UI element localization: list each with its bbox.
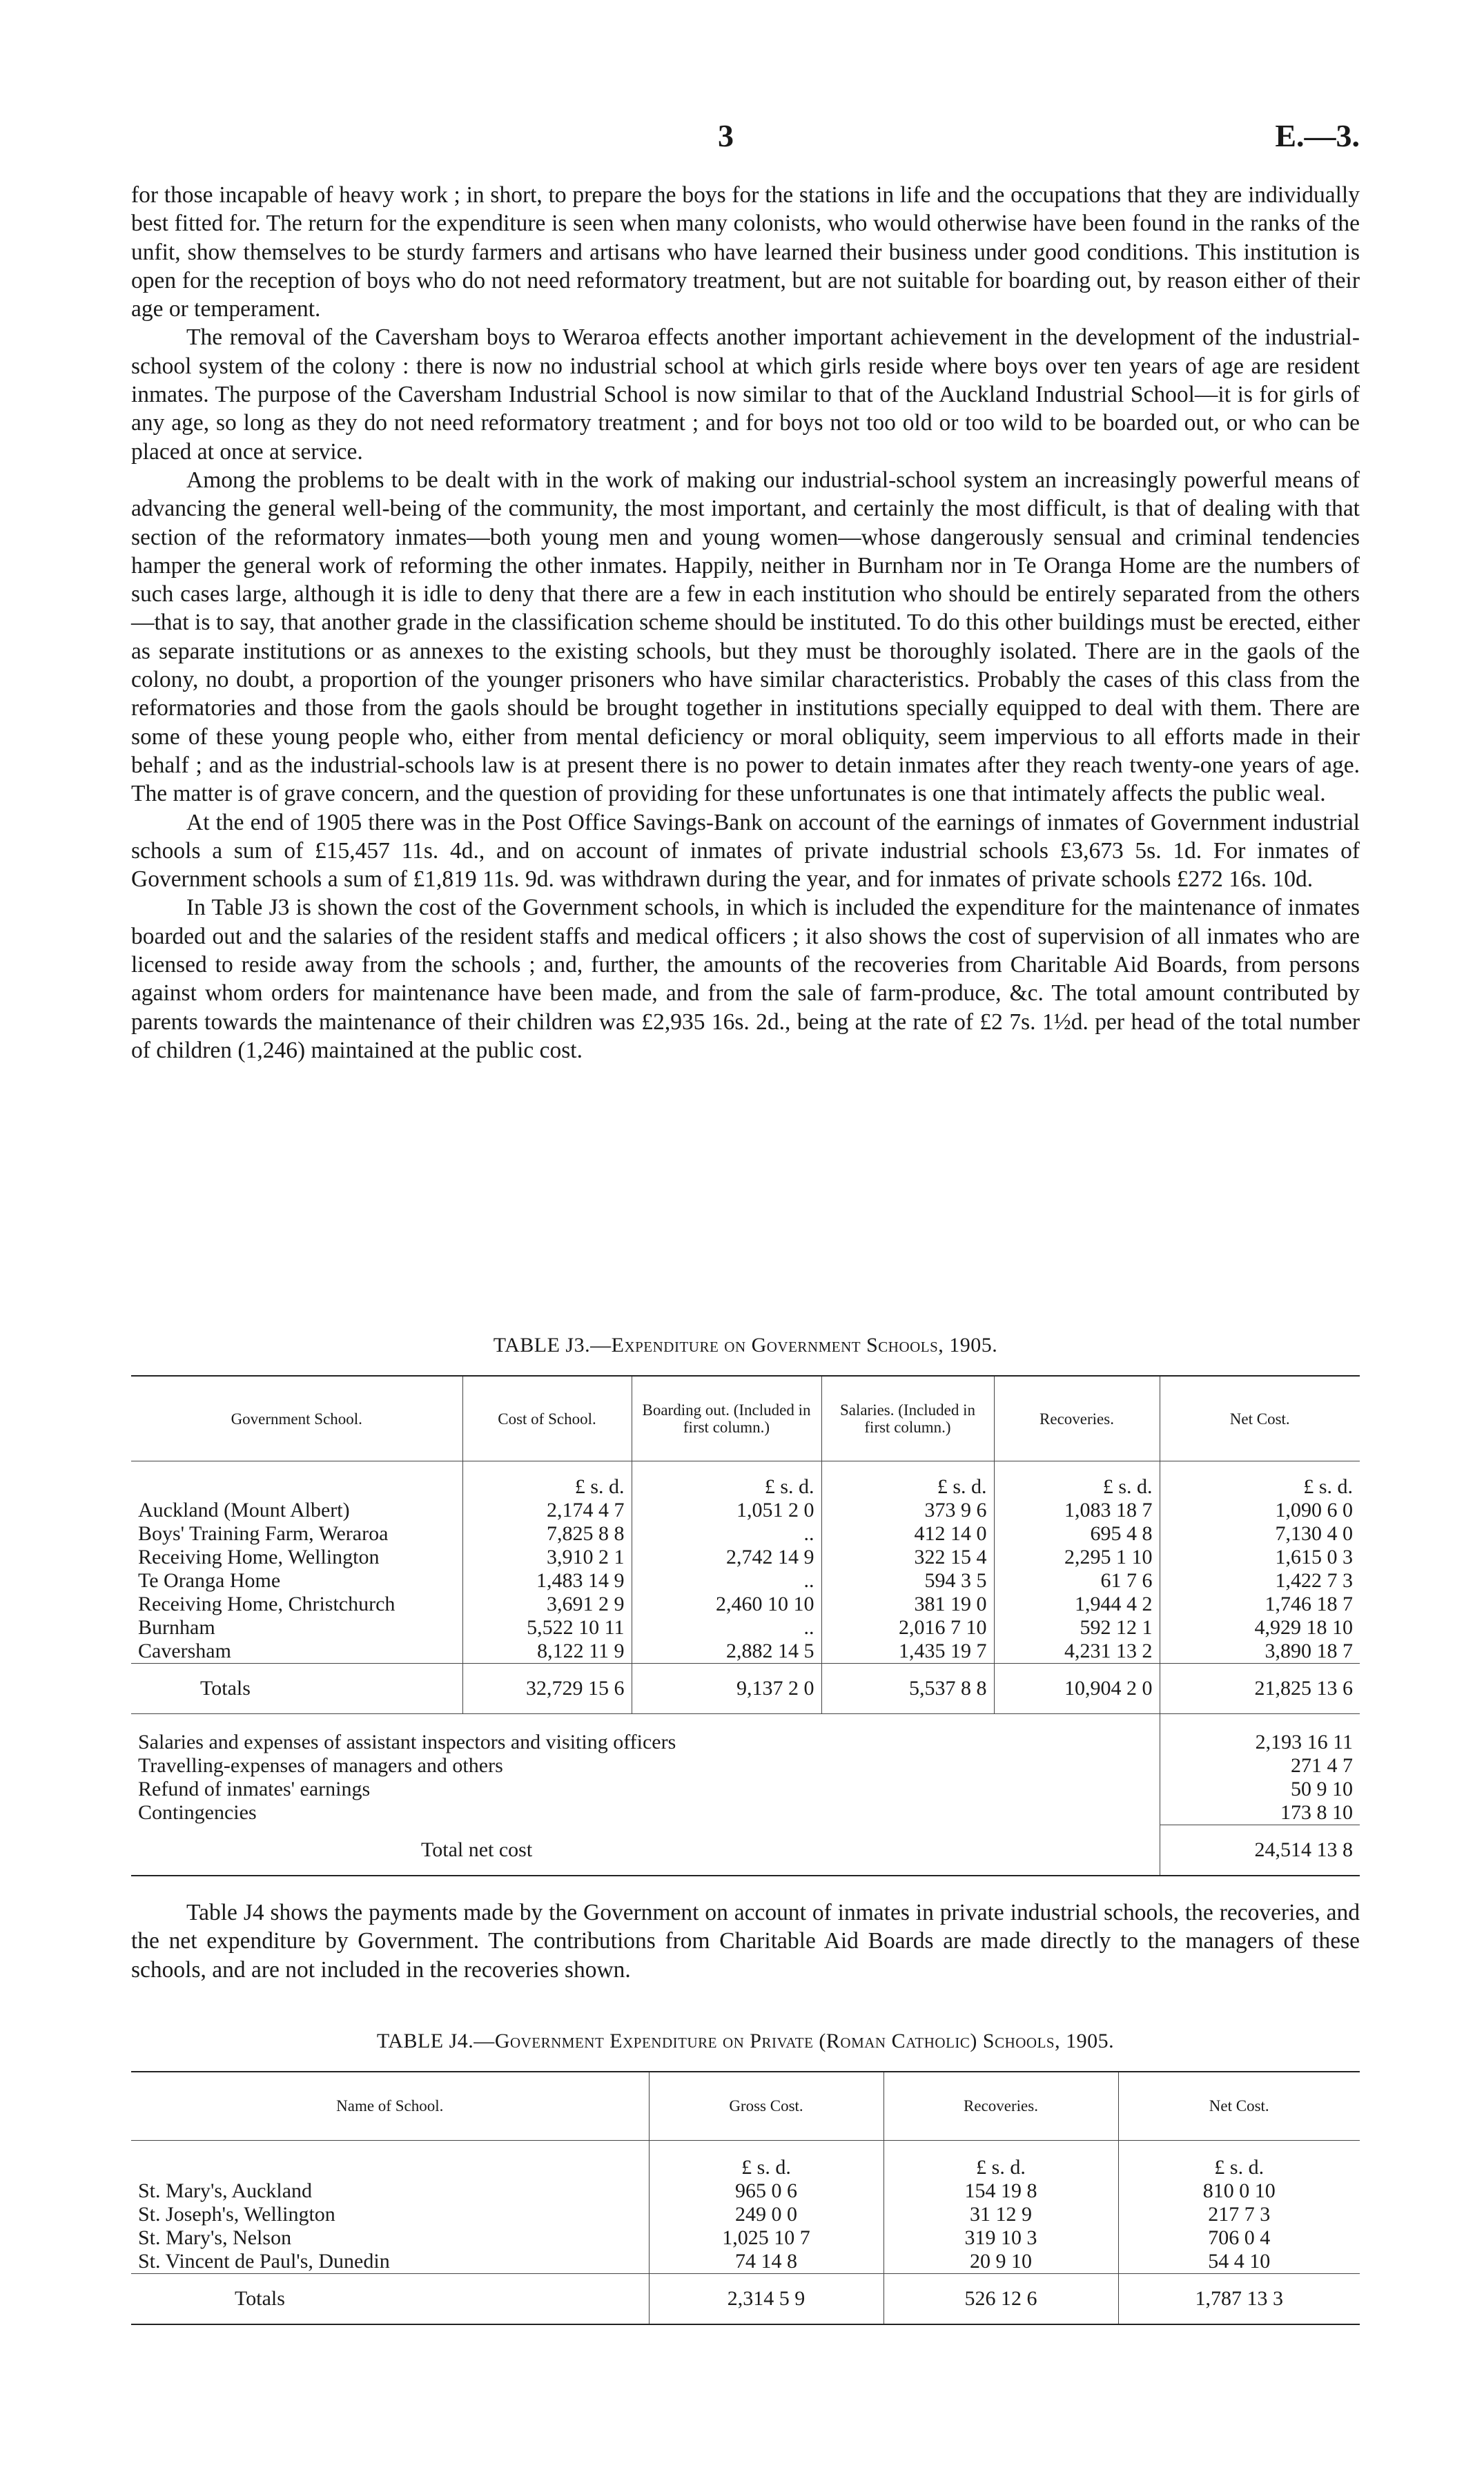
extra-expense-row bbox=[131, 1778, 1360, 1801]
paragraph: In Table J3 is shown the cost of the Government schools, in which is included the expenditure for the maintenance of inmates boarded out and the salaries of the resident staffs and medical officers ; it also shows the cost of supervision of all inmates who are licensed to reside away from the schools ; and, further, the amounts of the recoveries from Charitable Aid Boards, from persons against whom orders for maintenance have been made, and from the sale of farm-produce, &c. The total amount contributed by parents towards the maintenance of their children was £2,935 16s. 2d., being at the rate of £2 7s. 1½d. per head of the total number of children (1,246) maintained at the public cost. bbox=[131, 895, 1360, 1063]
units-label: £ s. d. bbox=[883, 2141, 1118, 2180]
net-cell: 1,422 7 3 bbox=[1160, 1569, 1360, 1593]
totals-label: Totals bbox=[131, 2274, 649, 2325]
paragraph: Among the problems to be dealt with in the work of making our industrial-school system an increasingly powerful means of advancing the general well-being of the community, the most important, and certainly the most difficult, is that of dealing with that section of the reformatory inmates—both young men and young women—whose dangerously sensual and criminal tendencies hamper the general work of reforming the other inmates. Happily, neither in Burnham nor in Te Oranga Home are the numbers of such cases large, although it is idle to deny that there are a few in each institution who should be entirely separated from the others—that is to say, that another grade in the classification scheme should be instituted. To do this other buildings must be erected, either as separate institutions or as annexes to the existing schools, but they must be thoroughly isolated. There are in the gaols of the colony, no doubt, a proportion of the younger prisoners who have similar characteristics. Probably the cases of this class from the reformatories and those from the gaols should be brought together in institutions specially equipped to deal with them. There are some of these young people who, either from mental deficiency or moral obliquity, seem impervious to all efforts made in their behalf ; and as the industrial-schools law is at present there is no power to detain inmates after they reach twenty-one years of age. The matter is of grave concern, and the question of providing for these unfortunates is one that intimately affects the public weal. bbox=[131, 467, 1360, 807]
salaries-cell: 322 15 4 bbox=[821, 1546, 994, 1569]
salaries-cell: 373 9 6 bbox=[821, 1499, 994, 1522]
cost-cell: 7,825 8 8 bbox=[462, 1522, 632, 1546]
table-j3-title bbox=[131, 1334, 1360, 1357]
net-total: 1,787 13 3 bbox=[1118, 2274, 1360, 2325]
units-label: £ s. d. bbox=[649, 2141, 883, 2180]
cost-cell: 2,174 4 7 bbox=[462, 1499, 632, 1522]
table-row bbox=[131, 2203, 1360, 2226]
table-j4 bbox=[131, 2071, 1360, 2325]
extra-expense-row bbox=[131, 1731, 1360, 1754]
extra-expense-row bbox=[131, 1801, 1360, 1825]
table-row bbox=[131, 1640, 1360, 1664]
recoveries-cell: 154 19 8 bbox=[883, 2179, 1118, 2203]
totals-row bbox=[131, 1664, 1360, 1714]
extra-expense-row bbox=[131, 1754, 1360, 1778]
boarding-cell: 2,742 14 9 bbox=[632, 1546, 821, 1569]
net-cell: 1,746 18 7 bbox=[1160, 1593, 1360, 1616]
school-name: Auckland (Mount Albert) bbox=[138, 1499, 350, 1522]
recoveries-total: 10,904 2 0 bbox=[994, 1664, 1160, 1714]
boarding-cell: 1,051 2 0 bbox=[632, 1499, 821, 1522]
table-j3-title-prefix: TABLE J3.— bbox=[493, 1334, 612, 1357]
extra-expense-value: 2,193 16 11 bbox=[1160, 1731, 1360, 1754]
table-row bbox=[131, 1569, 1360, 1593]
units-label: £ s. d. bbox=[994, 1461, 1160, 1499]
units-label: £ s. d. bbox=[632, 1461, 821, 1499]
salaries-total: 5,537 8 8 bbox=[821, 1664, 994, 1714]
body-text bbox=[131, 181, 1360, 1064]
extra-expense-label: Contingencies bbox=[138, 1801, 257, 1825]
recoveries-cell: 61 7 6 bbox=[994, 1569, 1160, 1593]
table-row bbox=[131, 1593, 1360, 1616]
net-cell: 1,090 6 0 bbox=[1160, 1499, 1360, 1522]
table-row bbox=[131, 1546, 1360, 1569]
table-row bbox=[131, 1522, 1360, 1546]
table-row bbox=[131, 2226, 1360, 2250]
table-j4-title bbox=[131, 2030, 1360, 2053]
school-name: St. Mary's, Auckland bbox=[138, 2179, 313, 2202]
school-name: St. Vincent de Paul's, Dunedin bbox=[138, 2250, 390, 2273]
units-label: £ s. d. bbox=[462, 1461, 632, 1499]
recoveries-cell: 4,231 13 2 bbox=[994, 1640, 1160, 1664]
table-j4-title-text: Government Expenditure on Private (Roman Catholic) Schools, 1905. bbox=[494, 2030, 1115, 2052]
paragraph: At the end of 1905 there was in the Post Office Savings-Bank on account of the earnings of inmates of Government industrial schools a sum of £15,457 11s. 4d., and on account of inmates of private industrial schools £3,673 5s. 1d. For inmates of Government schools a sum of £1,819 11s. 9d. was withdrawn during the year, and for inmates of private schools £272 16s. 10d. bbox=[131, 809, 1360, 893]
extra-expense-value: 173 8 10 bbox=[1160, 1801, 1360, 1825]
salaries-cell: 1,435 19 7 bbox=[821, 1640, 994, 1664]
cost-cell: 1,483 14 9 bbox=[462, 1569, 632, 1593]
table-header-row bbox=[131, 2072, 1360, 2141]
salaries-cell: 381 19 0 bbox=[821, 1593, 994, 1616]
recoveries-cell: 319 10 3 bbox=[883, 2226, 1118, 2250]
totals-label: Totals bbox=[131, 1664, 462, 1714]
table-row bbox=[131, 1499, 1360, 1522]
units-row bbox=[131, 2141, 1360, 2180]
salaries-cell: 2,016 7 10 bbox=[821, 1616, 994, 1640]
salaries-cell: 594 3 5 bbox=[821, 1569, 994, 1593]
net-cell: 54 4 10 bbox=[1118, 2250, 1360, 2274]
extra-expense-label: Salaries and expenses of assistant inspectors and visiting officers bbox=[138, 1731, 676, 1753]
grand-total-label: Total net cost bbox=[131, 1825, 1160, 1876]
boarding-cell: 2,460 10 10 bbox=[632, 1593, 821, 1616]
cost-cell: 5,522 10 11 bbox=[462, 1616, 632, 1640]
school-name: Boys' Training Farm, Weraroa bbox=[138, 1522, 389, 1545]
grand-total-value: 24,514 13 8 bbox=[1160, 1825, 1360, 1876]
recoveries-cell: 695 4 8 bbox=[994, 1522, 1160, 1546]
column-header: Net Cost. bbox=[1160, 1376, 1360, 1461]
column-header: Net Cost. bbox=[1118, 2072, 1360, 2141]
cost-total: 32,729 15 6 bbox=[462, 1664, 632, 1714]
recoveries-cell: 1,083 18 7 bbox=[994, 1499, 1160, 1522]
table-row bbox=[131, 2179, 1360, 2203]
units-label: £ s. d. bbox=[821, 1461, 994, 1499]
school-name: Burnham bbox=[138, 1616, 215, 1639]
school-name: Caversham bbox=[138, 1640, 231, 1662]
column-header: Government School. bbox=[131, 1376, 462, 1461]
column-header: Recoveries. bbox=[994, 1376, 1160, 1461]
gross-cell: 965 0 6 bbox=[649, 2179, 883, 2203]
salaries-cell: 412 14 0 bbox=[821, 1522, 994, 1546]
table-row bbox=[131, 1616, 1360, 1640]
cost-cell: 3,691 2 9 bbox=[462, 1593, 632, 1616]
table-j3-title-text: Expenditure on Government Schools, 1905. bbox=[611, 1334, 998, 1357]
column-header: Gross Cost. bbox=[649, 2072, 883, 2141]
net-total: 21,825 13 6 bbox=[1160, 1664, 1360, 1714]
extra-expense-label: Travelling-expenses of managers and others bbox=[138, 1754, 503, 1777]
paragraph: for those incapable of heavy work ; in short, to prepare the boys for the stations in life and the occupations that they are individually best fitted for. The return for the expenditure is seen when many colonists, who would otherwise have been found in the ranks of the unfit, show themselves to be sturdy farmers and artisans who have learned their business under good conditions. This institution is open for the reception of boys who do not need reformatory treatment, but are not suitable for boarding out, by reason either of their age or temperament. bbox=[131, 182, 1360, 322]
recoveries-cell: 1,944 4 2 bbox=[994, 1593, 1160, 1616]
units-label: £ s. d. bbox=[1118, 2141, 1360, 2180]
boarding-cell: .. bbox=[632, 1522, 821, 1546]
school-name: Receiving Home, Christchurch bbox=[138, 1593, 396, 1615]
paragraph: Table J4 shows the payments made by the Government on account of inmates in private industrial schools, the recoveries, and the net expenditure by Government. The contributions from Charitable Aid Boards are made directly to the managers of these schools, and are not included in the recoveries shown. bbox=[131, 1900, 1360, 1983]
net-cell: 810 0 10 bbox=[1118, 2179, 1360, 2203]
net-cell: 706 0 4 bbox=[1118, 2226, 1360, 2250]
recoveries-cell: 2,295 1 10 bbox=[994, 1546, 1160, 1569]
table-j3 bbox=[131, 1375, 1360, 1876]
school-name: Te Oranga Home bbox=[138, 1569, 281, 1592]
school-name: St. Mary's, Nelson bbox=[138, 2226, 292, 2249]
units-label: £ s. d. bbox=[1160, 1461, 1360, 1499]
gross-cell: 74 14 8 bbox=[649, 2250, 883, 2274]
page-header bbox=[131, 117, 1360, 159]
document-reference: E.—3. bbox=[1275, 118, 1360, 153]
cost-cell: 8,122 11 9 bbox=[462, 1640, 632, 1664]
column-header: Salaries. (Included in first column.) bbox=[821, 1376, 994, 1461]
totals-row bbox=[131, 2274, 1360, 2325]
boarding-cell: 2,882 14 5 bbox=[632, 1640, 821, 1664]
grand-total-row bbox=[131, 1825, 1360, 1876]
school-name: Receiving Home, Wellington bbox=[138, 1546, 380, 1568]
recoveries-total: 526 12 6 bbox=[883, 2274, 1118, 2325]
recoveries-cell: 592 12 1 bbox=[994, 1616, 1160, 1640]
column-header: Name of School. bbox=[131, 2072, 649, 2141]
column-header: Recoveries. bbox=[883, 2072, 1118, 2141]
recoveries-cell: 31 12 9 bbox=[883, 2203, 1118, 2226]
extra-expense-value: 271 4 7 bbox=[1160, 1754, 1360, 1778]
table-header-row bbox=[131, 1376, 1360, 1461]
net-cell: 1,615 0 3 bbox=[1160, 1546, 1360, 1569]
column-header: Cost of School. bbox=[462, 1376, 632, 1461]
school-name: St. Joseph's, Wellington bbox=[138, 2203, 335, 2226]
page-number: 3 bbox=[718, 118, 734, 153]
paragraph: The removal of the Caversham boys to Weraroa effects another important achievement in the development of the industrial-school system of the colony : there is now no industrial school at which girls reside where boys over ten years of age are resident inmates. The purpose of the Caversham Industrial School is now similar to that of the Auckland Industrial School—it is for girls of any age, so long as they do not need reformatory treatment ; and for boys not too old or too wild to be boarded out, or who can be placed at once at service. bbox=[131, 324, 1360, 465]
units-row bbox=[131, 1461, 1360, 1499]
table-j4-title-prefix: TABLE J4.— bbox=[376, 2030, 495, 2052]
recoveries-cell: 20 9 10 bbox=[883, 2250, 1118, 2274]
net-cell: 3,890 18 7 bbox=[1160, 1640, 1360, 1664]
column-header: Boarding out. (Included in first column.) bbox=[632, 1376, 821, 1461]
extra-expense-label: Refund of inmates' earnings bbox=[138, 1778, 371, 1800]
net-cell: 217 7 3 bbox=[1118, 2203, 1360, 2226]
extra-expense-value: 50 9 10 bbox=[1160, 1778, 1360, 1801]
gross-cell: 1,025 10 7 bbox=[649, 2226, 883, 2250]
gross-total: 2,314 5 9 bbox=[649, 2274, 883, 2325]
boarding-cell: .. bbox=[632, 1569, 821, 1593]
cost-cell: 3,910 2 1 bbox=[462, 1546, 632, 1569]
net-cell: 4,929 18 10 bbox=[1160, 1616, 1360, 1640]
boarding-total: 9,137 2 0 bbox=[632, 1664, 821, 1714]
boarding-cell: .. bbox=[632, 1616, 821, 1640]
net-cell: 7,130 4 0 bbox=[1160, 1522, 1360, 1546]
table-row bbox=[131, 2250, 1360, 2274]
gross-cell: 249 0 0 bbox=[649, 2203, 883, 2226]
